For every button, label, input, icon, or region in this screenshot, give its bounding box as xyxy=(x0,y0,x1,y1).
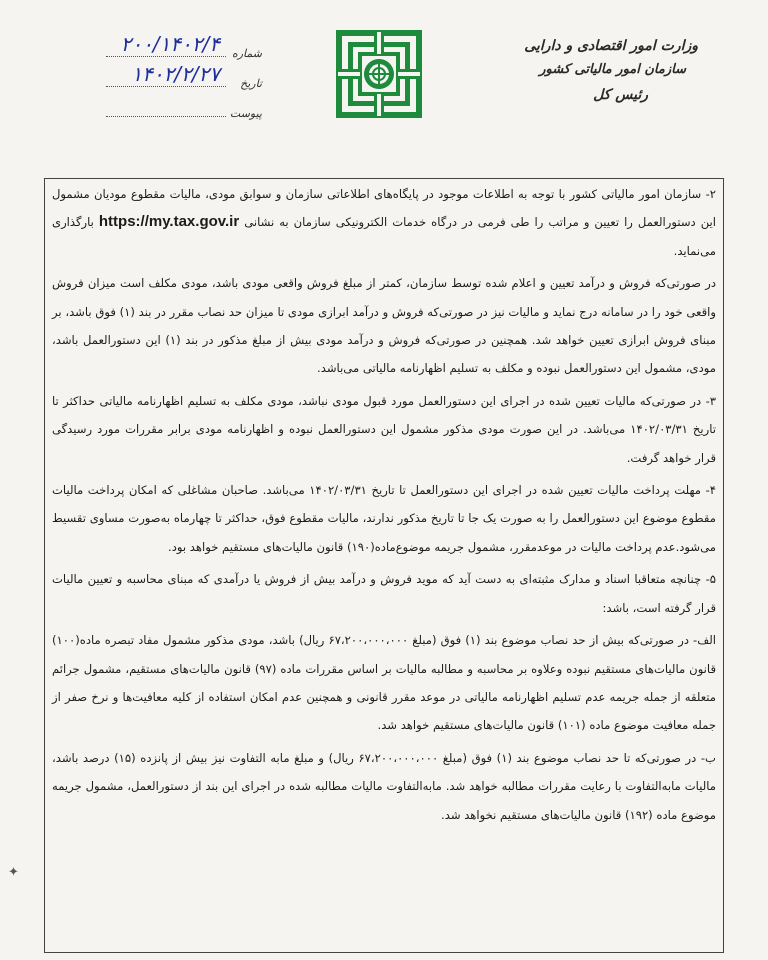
clause-5: ۵- چنانچه متعاقبا اسناد و مدارک مثبته‌ای به دست آید که موید فروش و درآمد بیش از فروش یا درآمدی که مبنای محاسبه و تعیین مالیات قرار گرفته است، باشد: xyxy=(52,572,716,615)
attachment-row xyxy=(62,94,262,120)
letter-body xyxy=(52,180,716,833)
organization-name: سازمان امور مالیاتی کشور xyxy=(539,62,686,77)
date-value: ۱۴۰۲/۲/۲۷ xyxy=(131,62,220,86)
number-line xyxy=(106,32,226,57)
date-label: تاریخ xyxy=(240,77,262,90)
clause-2-text: ۲- سازمان امور مالیاتی کشور با توجه به اطلاعات موجود در پایگاه‌های اطلاعاتی سازمان و سوابق مودی، مالیات مقطوع مودیان مشمول این دستورالعمل را تعیین و مراتب را طی فرمی در درگاه خدمات الکترونیکی سازمان به نشانی xyxy=(52,187,716,230)
date-line xyxy=(106,62,226,87)
number-value: ۲۰۰/۱۴۰۲/۴ xyxy=(120,32,220,56)
clause-5-alef: الف- در صورتی‌که بیش از حد نصاب موضوع بند (۱) فوق (مبلغ ۶۷،۲۰۰،۰۰۰،۰۰۰ ریال) باشد، مودی مذکور مشمول مفاد تبصره ماده(۱۰۰) قانون مالیات‌های مستقیم نبوده وعلاوه بر محاسبه و مطالبه مالیات بر اساس مقررات ماده (۹۷) قانون مالیات‌های مستقیم، مشمول جرائم متعلقه از جمله جریمه عدم تسلیم اظهارنامه مالیاتی در موعد مقرر قانونی و همچنین عدم امکان استفاده از کلیه معافیت‌ها و نرخ صفر از جمله معافیت موضوع ماده (۱۰۱) قانون مالیات‌های مستقیم خواهد شد. xyxy=(52,633,716,733)
number-label: شماره xyxy=(231,47,262,60)
clause-2-note: در صورتی‌که فروش و درآمد تعیین و اعلام شده توسط سازمان، کمتر از مبلغ فروش واقعی مودی باشد، مودی مکلف است میزان فروش واقعی خود را در سامانه درج نماید و مالیات نیز در صورتی‌که فروش و درآمد ابرازی مودی تا میزان حد نصاب مقرر در بند (۱) فوق باشد، بر مبنای فروش ابرازی تعیین خواهد شد. همچنین در صورتی‌که فروش و درآمد مودی بیش از مبلغ مذکور در بند (۱) این دستورالعمل باشد، مودی، مشمول این دستورالعمل نبوده و مکلف به تسلیم اظهارنامه مالیاتی می‌باشد. xyxy=(52,276,717,376)
clause-2 xyxy=(52,180,716,265)
clause-2-end: بارگذاری می‌نماید. xyxy=(52,215,716,258)
letter-meta xyxy=(62,34,262,124)
clause-3: ۳- در صورتی‌که مالیات تعیین شده در اجرای این دستورالعمل مورد قبول مودی نباشد، مودی مکلف به تسلیم اظهارنامه مالیاتی حداکثر تا تاریخ ۱۴۰۲/۰۳/۳۱ می‌باشد. در این صورت مودی مذکور مشمول این دستورالعمل نبوده و اظهارنامه مودی برابر مقررات مورد رسیدگی قرار خواهد گرفت. xyxy=(52,393,716,465)
attachment-label: پیوست xyxy=(229,107,262,120)
date-row xyxy=(62,64,262,90)
margin-mark: ✦ xyxy=(8,865,19,880)
attachment-line xyxy=(106,115,226,117)
letterhead-ministry xyxy=(478,38,698,103)
clause-5-be: ب- در صورتی‌که تا حد نصاب موضوع بند (۱) فوق (مبلغ ۶۷،۲۰۰،۰۰۰،۰۰۰ ریال) و مبلغ مابه التفاوت نیز بیش از پانزده (۱۵) درصد باشد، مالیات مابه‌التفاوت با رعایت مقررات مطالبه خواهد شد. مابه‌التفاوت مالیات مطالبه شده در اجرای این بند از دستورالعمل، مشمول جریمه موضوع ماده (۱۹۲) قانون مالیات‌های مستقیم نخواهد شد. xyxy=(52,750,716,822)
tax-organization-logo xyxy=(336,30,422,118)
office-title: رئیس کل xyxy=(593,87,648,103)
number-row xyxy=(62,34,262,60)
tax-portal-url[interactable]: https://my.tax.gov.ir xyxy=(98,213,240,231)
clause-4: ۴- مهلت پرداخت مالیات تعیین شده در اجرای این دستورالعمل تا تاریخ ۱۴۰۲/۰۳/۳۱ می‌باشد. صاحبان مشاغلی که امکان پرداخت مالیات مقطوع موضوع این دستورالعمل را به صورت یک جا تا تاریخ مذکور ندارند، مالیات مقطوع فوق، حداکثر تا چهارماه به‌صورت مساوی تقسیط می‌شود.عدم پرداخت مالیات در موعدمقرر، مشمول جریمه موضوع‌ماده(۱۹۰) قانون مالیات‌های مستقیم خواهد بود. xyxy=(52,483,716,554)
ministry-name: وزارت امور اقتصادی و دارایی xyxy=(524,38,698,54)
